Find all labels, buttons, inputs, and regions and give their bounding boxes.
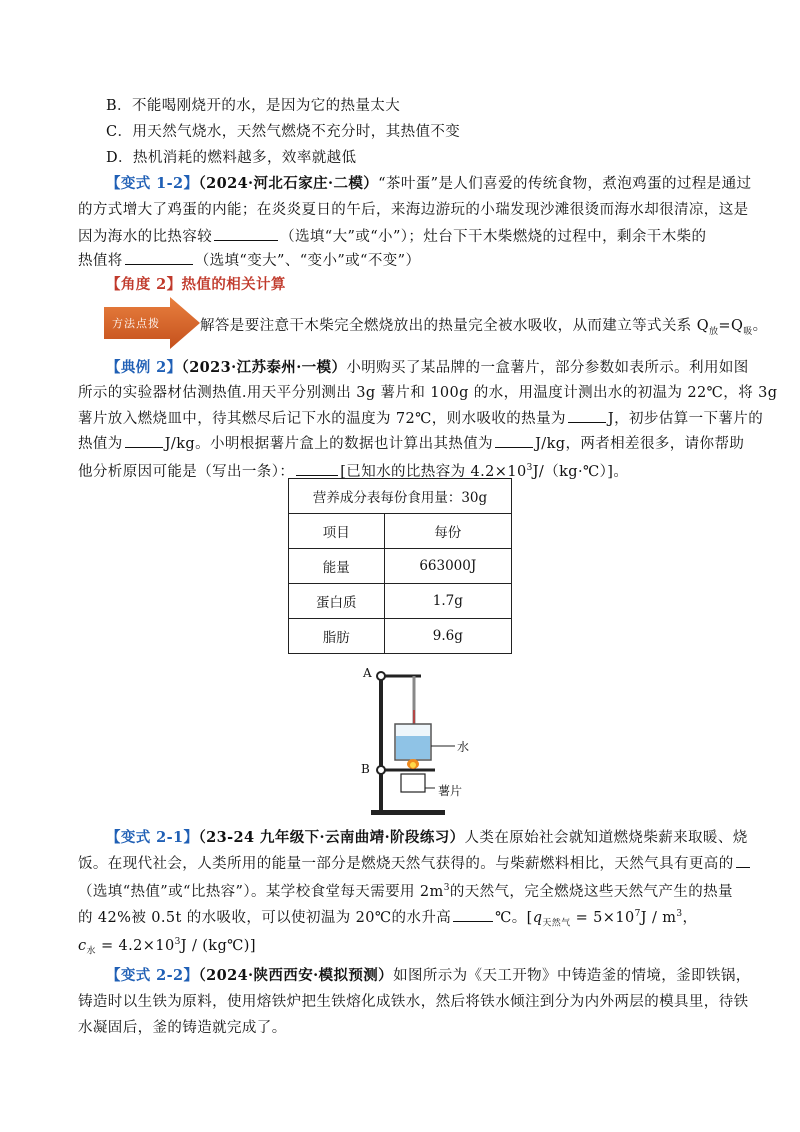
nutrition-table (288, 478, 512, 654)
table-caption-row (289, 479, 512, 514)
answer-blank[interactable] (125, 433, 163, 448)
example-2-line1: 【典例 2】（2023·江苏泰州·一模）小明购买了某品牌的一盒薯片，部分参数如表所示。利用如图 (106, 359, 749, 376)
table-caption: 营养成分表每份食用量：30g (289, 479, 512, 514)
label-b: B (361, 762, 370, 776)
example-source: （2023·江苏泰州·一模） (181, 359, 347, 376)
column-header: 项目 (289, 514, 385, 549)
table-row (289, 619, 512, 654)
table-cell: 蛋白质 (289, 584, 385, 619)
example-2-line3: 薯片放入燃烧皿中，待其燃尽后记下水的温度为 72℃，则水吸收的热量为 J，初步估算一下薯片的 (78, 408, 763, 429)
answer-blank[interactable] (214, 226, 278, 241)
variant-tag: 【变式 1-2】 (106, 175, 199, 192)
method-badge-label: 方法点拨 (112, 317, 160, 330)
variant-2-1-line4: 的 42%被 0.5t 的水吸收，可以使初温为 20℃的水升高 ℃。[$q_{天然气} = 5\times 10^7J / m^3$， (78, 904, 697, 934)
label-chips: 薯片 (438, 784, 463, 798)
answer-blank[interactable] (568, 408, 606, 423)
label-water: 水 (457, 740, 470, 754)
answer-blank[interactable] (453, 907, 493, 922)
variant-2-2-line1: 【变式 2-2】（2024·陕西西安·模拟预测）如图所示为《天工开物》中铸造釜的情境，釜即铁锅， (106, 967, 751, 984)
label-a: A (363, 666, 372, 680)
option-c: C．用天然气烧水，天然气燃烧不充分时，其热值不变 (106, 124, 461, 140)
variant-tag: 【变式 2-2】 (106, 967, 199, 984)
variant-source: （23-24 九年级下·云南曲靖·阶段练习） (198, 829, 465, 846)
variant-2-2-line3: 水凝固后，釜的铸造就完成了。 (78, 1020, 287, 1036)
variant-1-2-line1: 【变式 1-2】（2024·河北石家庄·二模）“茶叶蛋”是人们喜爱的传统食物，煮泡鸡蛋的过程是通过 (106, 175, 752, 192)
angle-heading: 【角度 2】热值的相关计算 (106, 276, 286, 293)
table-cell: 9.6g (384, 619, 511, 654)
variant-2-1-line3: （选填“热值”或“比热容”）。某学校食堂每天需要用 $2m^3$的天然气，完全燃烧这些天然气产生的热量 (78, 883, 733, 900)
table-row (289, 549, 512, 584)
example-2-line4: 热值为 J/kg。小明根据薯片盒上的数据也计算出其热值为 J/kg，两者相差很多，请你帮助 (78, 433, 744, 454)
apparatus-figure (355, 660, 475, 820)
method-badge (104, 297, 200, 349)
example-2-line2: 所示的实验器材估测热值.用天平分别测出 3g 薯片和 100g 的水，用温度计测出水的初温为 22℃，将 3g (78, 385, 778, 401)
option-d: D．热机消耗的燃料越多，效率就越低 (106, 150, 357, 166)
table-cell: 663000J (384, 549, 511, 584)
column-header: 每份 (384, 514, 511, 549)
variant-source: （2024·河北石家庄·二模） (198, 175, 379, 192)
option-b: B．不能喝刚烧开的水，是因为它的热量太大 (106, 98, 401, 114)
table-cell: 1.7g (384, 584, 511, 619)
method-text: 解答是要注意干木柴完全燃烧放出的热量完全被水吸收，从而建立等式关系 $Q_放=Q_吸$。 (200, 318, 768, 337)
variant-2-1-line1: 【变式 2-1】（23-24 九年级下·云南曲靖·阶段练习）人类在原始社会就知道燃烧柴薪来取暖、烧 (106, 829, 748, 846)
table-row (289, 584, 512, 619)
table-cell: 脂肪 (289, 619, 385, 654)
variant-tag: 【变式 2-1】 (106, 829, 199, 846)
variant-1-2-line3: 因为海水的比热容较 （选填“大”或“小”）；灶台下干木柴燃烧的过程中，剩余干木柴的 (78, 226, 706, 247)
example-2-line5: 他分析原因可能是（写出一条）： [已知水的比热容为 $4.2\times 10^3J/(kg\cdot℃)$]。 (78, 458, 628, 482)
variant-2-1-line5: $c_水 = 4.2\times 10^3J$ / (kg℃)] (78, 937, 256, 957)
variant-2-1-line2: 饭。在现代社会，人类所用的能量一部分是燃烧天然气获得的。与柴薪燃料相比，天然气具有更高的 (78, 853, 752, 874)
variant-source: （2024·陕西西安·模拟预测） (198, 967, 394, 984)
answer-blank[interactable] (736, 853, 750, 868)
table-cell: 能量 (289, 549, 385, 584)
answer-blank[interactable] (495, 433, 533, 448)
variant-1-2-line4: 热值将 （选填“变大”、“变小”或“不变”） (78, 250, 420, 271)
answer-blank[interactable] (296, 461, 338, 476)
answer-blank[interactable] (125, 250, 193, 265)
variant-2-2-line2: 铸造时以生铁为原料，使用熔铁炉把生铁熔化成铁水，然后将铁水倾注到分为内外两层的模具里，待铁 (78, 994, 749, 1010)
variant-1-2-line2: 的方式增大了鸡蛋的内能；在炎炎夏日的午后，来海边游玩的小瑞发现沙滩很烫而海水却很清凉，这是 (78, 202, 749, 218)
example-tag: 【典例 2】 (106, 359, 182, 376)
table-header-row (289, 514, 512, 549)
